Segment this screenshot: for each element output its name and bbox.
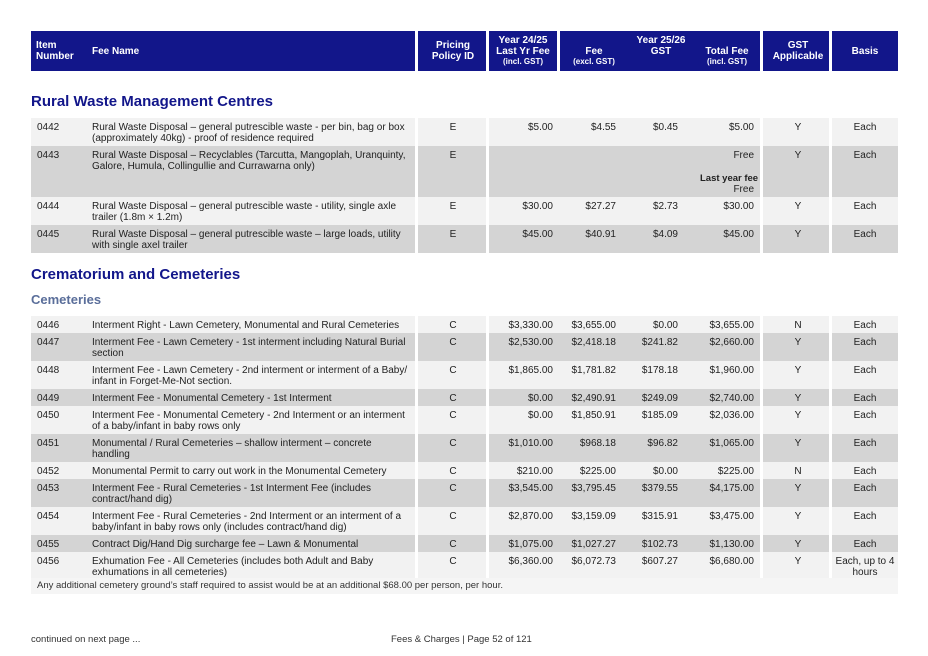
gst-applicable: N <box>794 320 802 331</box>
column-divider <box>829 146 832 197</box>
pricing-policy: C <box>449 393 457 404</box>
column-divider <box>829 118 832 146</box>
item-number: 0448 <box>37 365 60 376</box>
column-divider <box>760 118 763 146</box>
column-divider <box>415 316 418 333</box>
gst-amount: $241.82 <box>641 337 678 348</box>
pricing-policy: E <box>449 229 457 240</box>
column-divider <box>760 361 763 389</box>
column-divider <box>486 462 489 479</box>
column-divider <box>760 225 763 253</box>
pricing-policy: E <box>449 150 457 161</box>
item-number: 0454 <box>37 511 60 522</box>
column-divider <box>760 333 763 361</box>
basis: Each <box>853 229 877 240</box>
last-yr-fee: $1,010.00 <box>508 438 553 449</box>
pricing-policy: C <box>449 438 457 449</box>
column-divider <box>829 434 832 462</box>
column-divider <box>829 406 832 434</box>
basis: Each <box>853 466 877 477</box>
column-divider <box>415 535 418 552</box>
gst-applicable: Y <box>794 150 802 161</box>
table-row <box>31 434 898 462</box>
basis: Each <box>853 122 877 133</box>
item-number: 0451 <box>37 438 60 449</box>
fee-name: Interment Fee - Monumental Cemetery - 2nd Interment or an interment of a baby/infant in baby rows only <box>92 410 405 432</box>
table-row <box>31 361 898 389</box>
section-title-rural-waste: Rural Waste Management Centres <box>31 93 274 110</box>
last-yr-fee: $3,545.00 <box>508 483 553 494</box>
basis: Each <box>853 201 877 212</box>
basis: Each <box>853 410 877 421</box>
column-divider <box>415 434 418 462</box>
last-yr-fee: $3,330.00 <box>508 320 553 331</box>
item-number: 0452 <box>37 466 60 477</box>
table-row <box>31 462 898 479</box>
header-basis: Basis <box>851 45 879 57</box>
basis: Each <box>853 539 877 550</box>
basis: Each <box>853 365 877 376</box>
section-subtitle-cemeteries: Cemeteries <box>31 292 102 307</box>
column-divider <box>415 146 418 197</box>
header-fee-label: Fee <box>585 45 603 57</box>
table-row <box>31 389 898 406</box>
column-divider <box>760 316 763 333</box>
last-yr-fee: $0.00 <box>527 393 553 404</box>
pricing-policy: C <box>449 337 457 348</box>
fee-name: Rural Waste Disposal – general putrescible waste – large loads, utility with single axel trailer <box>92 229 401 251</box>
table-row <box>31 316 898 333</box>
pricing-policy: C <box>449 320 457 331</box>
fee-name: Monumental Permit to carry out work in the Monumental Cemetery <box>92 466 387 477</box>
basis: Each <box>853 320 877 331</box>
column-divider <box>829 535 832 552</box>
column-divider <box>486 389 489 406</box>
column-divider <box>829 316 832 333</box>
header-year-2526: Year 25/26 <box>636 35 686 46</box>
header-gst <box>628 31 694 71</box>
column-divider <box>829 462 832 479</box>
column-divider <box>829 507 832 535</box>
fee-name: Exhumation Fee - All Cemeteries (includes both Adult and Baby exhumations in all cemeteries) <box>92 556 374 578</box>
header-year-2425: Year 24/25 <box>498 35 548 46</box>
fee-excl-gst: $2,490.91 <box>571 393 616 404</box>
pricing-policy: E <box>449 201 457 212</box>
basis: Each <box>853 150 877 161</box>
fee-name: Interment Fee - Monumental Cemetery - 1st Interment <box>92 393 332 404</box>
item-number: 0442 <box>37 122 60 133</box>
column-divider <box>415 118 418 146</box>
header-total-fee-label: Total Fee <box>705 45 749 57</box>
gst-amount: $0.00 <box>652 320 678 331</box>
last-year-fee-value: Free <box>733 184 754 195</box>
total-fee: $3,655.00 <box>709 320 754 331</box>
gst-applicable: Y <box>794 201 802 212</box>
column-divider <box>760 197 763 225</box>
gst-applicable: Y <box>794 393 802 404</box>
column-divider <box>829 552 832 578</box>
item-number: 0450 <box>37 410 60 421</box>
fee-excl-gst: $3,795.45 <box>571 483 616 494</box>
column-divider <box>415 507 418 535</box>
pricing-policy: C <box>449 410 457 421</box>
column-divider <box>486 434 489 462</box>
fee-name: Interment Fee - Lawn Cemetery - 2nd interment or interment of a Baby/ infant in Forget-Me-Not section. <box>92 365 408 387</box>
column-divider <box>829 197 832 225</box>
column-divider <box>760 535 763 552</box>
last-yr-fee: $2,530.00 <box>508 337 553 348</box>
total-fee: $4,175.00 <box>709 483 754 494</box>
header-fee <box>560 31 628 71</box>
gst-amount: $0.45 <box>652 122 678 133</box>
page-number: Fees & Charges | Page 52 of 121 <box>391 634 532 645</box>
pricing-policy: C <box>449 556 457 567</box>
header-divider <box>760 31 763 71</box>
column-divider <box>486 333 489 361</box>
pricing-policy: E <box>449 122 457 133</box>
last-yr-fee: $30.00 <box>522 201 553 212</box>
basis: Each <box>853 483 877 494</box>
header-pricing-policy: Pricing Policy ID <box>431 40 475 62</box>
column-divider <box>486 316 489 333</box>
column-divider <box>486 225 489 253</box>
gst-applicable: N <box>794 466 802 477</box>
item-number: 0453 <box>37 483 60 494</box>
table-row <box>31 552 898 578</box>
column-divider <box>415 197 418 225</box>
table-row <box>31 479 898 507</box>
table-row <box>31 118 898 146</box>
last-yr-fee: $5.00 <box>527 122 553 133</box>
fee-name: Monumental / Rural Cemeteries – shallow interment – concrete handling <box>92 438 372 460</box>
header-incl-gst-2: (incl. GST) <box>707 56 747 66</box>
column-divider <box>760 389 763 406</box>
column-divider <box>760 479 763 507</box>
gst-applicable: Y <box>794 438 802 449</box>
continued-note: continued on next page ... <box>31 634 141 645</box>
pricing-policy: C <box>449 539 457 550</box>
pricing-policy: C <box>449 511 457 522</box>
fee-excl-gst: $4.55 <box>590 122 616 133</box>
fee-name: Interment Right - Lawn Cemetery, Monumental and Rural Cemeteries <box>92 320 400 331</box>
last-yr-fee: $1,075.00 <box>508 539 553 550</box>
header-gst-applicable: GST Applicable <box>772 40 824 62</box>
column-divider <box>415 389 418 406</box>
header-last-yr <box>489 31 557 71</box>
fee-excl-gst: $3,655.00 <box>571 320 616 331</box>
column-divider <box>486 507 489 535</box>
column-divider <box>760 146 763 197</box>
column-divider <box>415 479 418 507</box>
basis: Each <box>853 337 877 348</box>
last-yr-fee: $6,360.00 <box>508 556 553 567</box>
fee-excl-gst: $1,027.27 <box>571 539 616 550</box>
column-divider <box>415 361 418 389</box>
gst-amount: $249.09 <box>641 393 678 404</box>
last-yr-fee: $2,870.00 <box>508 511 553 522</box>
total-fee: $3,475.00 <box>709 511 754 522</box>
column-divider <box>486 406 489 434</box>
column-divider <box>829 389 832 406</box>
header-incl-gst: (incl. GST) <box>503 57 543 66</box>
table-row <box>31 146 898 197</box>
total-fee: $6,680.00 <box>709 556 754 567</box>
column-divider <box>486 552 489 578</box>
basis: Each, up to 4 hours <box>835 556 895 578</box>
total-fee: $225.00 <box>717 466 754 477</box>
fee-name: Rural Waste Disposal – general putrescible waste - per bin, bag or box (approximately 40kg) - proof of residence required <box>92 122 405 144</box>
item-number: 0446 <box>37 320 60 331</box>
gst-applicable: Y <box>794 337 802 348</box>
fee-name: Rural Waste Disposal – general putrescible waste - utility, single axle trailer (1.8m × 1.2m) <box>92 201 397 223</box>
gst-applicable: Y <box>794 511 802 522</box>
table-row <box>31 333 898 361</box>
column-divider <box>760 406 763 434</box>
column-divider <box>415 462 418 479</box>
item-number: 0444 <box>37 201 60 212</box>
fee-name: Interment Fee - Lawn Cemetery - 1st interment including Natural Burial section <box>92 337 406 359</box>
item-number: 0456 <box>37 556 60 567</box>
fee-name: Interment Fee - Rural Cemeteries - 2nd Interment or an interment of a baby/infant in baby rows only (includes contract/hand dig) <box>92 511 402 533</box>
gst-amount: $2.73 <box>652 201 678 212</box>
table-row <box>31 197 898 225</box>
column-divider <box>760 434 763 462</box>
cemetery-staff-note: Any additional cemetery ground’s staff required to assist would be at an additional $68.00 per person, per hour. <box>31 578 898 594</box>
last-yr-fee: $45.00 <box>522 229 553 240</box>
gst-applicable: Y <box>794 539 802 550</box>
last-year-fee-label: Last year fee <box>700 173 759 184</box>
fee-name: Contract Dig/Hand Dig surcharge fee – Lawn & Monumental <box>92 539 359 550</box>
column-divider <box>415 406 418 434</box>
gst-applicable: Y <box>794 122 802 133</box>
pricing-policy: C <box>449 483 457 494</box>
column-divider <box>486 479 489 507</box>
gst-amount: $185.09 <box>641 410 678 421</box>
item-number: 0449 <box>37 393 60 404</box>
basis: Each <box>853 511 877 522</box>
fee-excl-gst: $40.91 <box>585 229 616 240</box>
gst-applicable: Y <box>794 556 802 567</box>
gst-amount: $4.09 <box>652 229 678 240</box>
pricing-policy: C <box>449 365 457 376</box>
pricing-policy: C <box>449 466 457 477</box>
fee-excl-gst: $6,072.73 <box>571 556 616 567</box>
gst-amount: $96.82 <box>647 438 678 449</box>
column-divider <box>415 225 418 253</box>
table-row <box>31 406 898 434</box>
total-fee: $30.00 <box>723 201 754 212</box>
item-number: 0445 <box>37 229 60 240</box>
header-total-fee <box>694 31 760 71</box>
column-divider <box>415 333 418 361</box>
table-row <box>31 535 898 552</box>
last-yr-fee: $210.00 <box>516 466 553 477</box>
total-fee: $5.00 <box>728 122 754 133</box>
column-divider <box>486 146 489 197</box>
column-divider <box>486 197 489 225</box>
basis: Each <box>853 438 877 449</box>
header-divider <box>415 31 418 71</box>
gst-amount: $0.00 <box>652 466 678 477</box>
column-divider <box>760 552 763 578</box>
gst-amount: $178.18 <box>641 365 678 376</box>
gst-applicable: Y <box>794 229 802 240</box>
total-fee: $2,036.00 <box>709 410 754 421</box>
item-number: 0455 <box>37 539 60 550</box>
fee-excl-gst: $968.18 <box>579 438 616 449</box>
column-divider <box>486 535 489 552</box>
total-fee: $1,130.00 <box>709 539 754 550</box>
fee-excl-gst: $27.27 <box>585 201 616 212</box>
header-last-yr-fee: Last Yr Fee <box>496 46 550 57</box>
header-fee-name: Fee Name <box>92 45 140 57</box>
table-row <box>31 507 898 535</box>
gst-amount: $607.27 <box>641 556 678 567</box>
gst-applicable: Y <box>794 365 802 376</box>
last-yr-fee: $0.00 <box>527 410 553 421</box>
column-divider <box>829 479 832 507</box>
column-divider <box>829 361 832 389</box>
table-header <box>31 31 898 71</box>
item-number: 0447 <box>37 337 60 348</box>
total-fee: $45.00 <box>723 229 754 240</box>
fee-excl-gst: $1,850.91 <box>571 410 616 421</box>
column-divider <box>760 462 763 479</box>
basis: Each <box>853 393 877 404</box>
column-divider <box>415 552 418 578</box>
total-fee: Free <box>733 150 754 161</box>
header-excl-gst: (excl. GST) <box>573 56 615 66</box>
section-title-crematorium: Crematorium and Cemeteries <box>31 266 241 283</box>
gst-amount: $379.55 <box>641 483 678 494</box>
fee-name: Interment Fee - Rural Cemeteries - 1st Interment Fee (includes contract/hand dig) <box>92 483 371 505</box>
column-divider <box>486 361 489 389</box>
fee-excl-gst: $1,781.82 <box>571 365 616 376</box>
total-fee: $1,065.00 <box>709 438 754 449</box>
total-fee: $2,660.00 <box>709 337 754 348</box>
column-divider <box>486 118 489 146</box>
header-gst-label: GST <box>650 46 672 57</box>
gst-applicable: Y <box>794 410 802 421</box>
column-divider <box>829 333 832 361</box>
gst-applicable: Y <box>794 483 802 494</box>
gst-amount: $315.91 <box>641 511 678 522</box>
item-number: 0443 <box>37 150 60 161</box>
header-item-number: Item Number <box>36 40 74 62</box>
fee-excl-gst: $225.00 <box>579 466 616 477</box>
fee-excl-gst: $2,418.18 <box>571 337 616 348</box>
table-row <box>31 225 898 253</box>
total-fee: $2,740.00 <box>709 393 754 404</box>
last-yr-fee: $1,865.00 <box>508 365 553 376</box>
fee-name: Rural Waste Disposal – Recyclables (Tarcutta, Mangoplah, Uranquinty, Galore, Humula, Collingullie and Currawarna only) <box>92 150 406 172</box>
total-fee: $1,960.00 <box>709 365 754 376</box>
gst-amount: $102.73 <box>641 539 678 550</box>
column-divider <box>760 507 763 535</box>
fee-excl-gst: $3,159.09 <box>571 511 616 522</box>
column-divider <box>829 225 832 253</box>
